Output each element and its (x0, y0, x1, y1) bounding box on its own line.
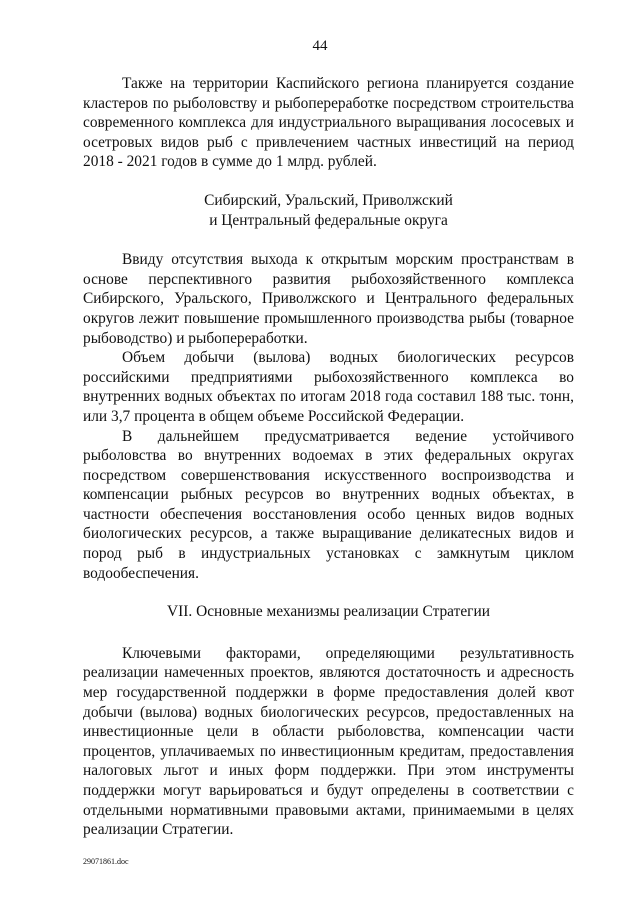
districts-paragraph-3: В дальнейшем предусматривается ведение устойчивого рыболовства во внутренних водоемах в этих федеральных округах посредством совершенствования искусственного воспроизводства и компенсации рыбных ресурсов во внутренних водных объектах, в частности обеспечения восстановления особо ценных видов водных биологических ресурсов, а также выращивание деликатесных видов и пород рыб в индустриальных установках с замкнутым циклом водообеспечения. (83, 427, 574, 582)
page-number: 44 (312, 38, 328, 54)
footer-doc-code: 29071861.doc (83, 857, 129, 866)
document-body (83, 74, 574, 840)
districts-paragraph-2: Объем добычи (вылова) водных биологических ресурсов российскими предприятиями рыбохозяйственного комплекса во внутренних водных объектах по итогам 2018 года составил 188 тыс. тонн, или 3,7 процента в общем объеме Российской Федерации. (83, 349, 574, 425)
districts-paragraph-1: Ввиду отсутствия выхода к открытым морским пространствам в основе перспективного развития рыбохозяйственного комплекса Сибирского, Уральского, Приволжского и Центрального федеральных округов лежит повышение промышленного производства рыбы (товарное рыбоводство) и рыбопереработки. (83, 251, 574, 347)
mechanisms-paragraph: Ключевыми факторами, определяющими результативность реализации намеченных проектов, являются достаточность и адресность мер государственной поддержки в форме предоставления долей квот добычи (вылова) водных биологических ресурсов, предоставленных на инвестиционные цели в области рыболовства, компенсации части процентов, уплачиваемых по инвестиционным кредитам, предоставления налоговых льгот и иных форм поддержки. При этом инструменты поддержки могут варьироваться и будут определены в соответствии с отдельными нормативными правовыми актами, принимаемыми в целях реализации Стратегии. (83, 644, 574, 839)
districts-heading-line2: и Центральный федеральные округа (209, 211, 448, 229)
intro-paragraph: Также на территории Каспийского региона планируется создание кластеров по рыболовству и рыбопереработке посредством строительства современного комплекса для индустриального выращивания лососевых и осетровых видов рыб с привлечением частных инвестиций на период 2018 - 2021 годов в сумме до 1 млрд. рублей. (83, 75, 574, 171)
districts-heading-line1: Сибирский, Уральский, Приволжский (204, 191, 453, 209)
mechanisms-section-title: VII. Основные механизмы реализации Стратегии (167, 603, 490, 621)
